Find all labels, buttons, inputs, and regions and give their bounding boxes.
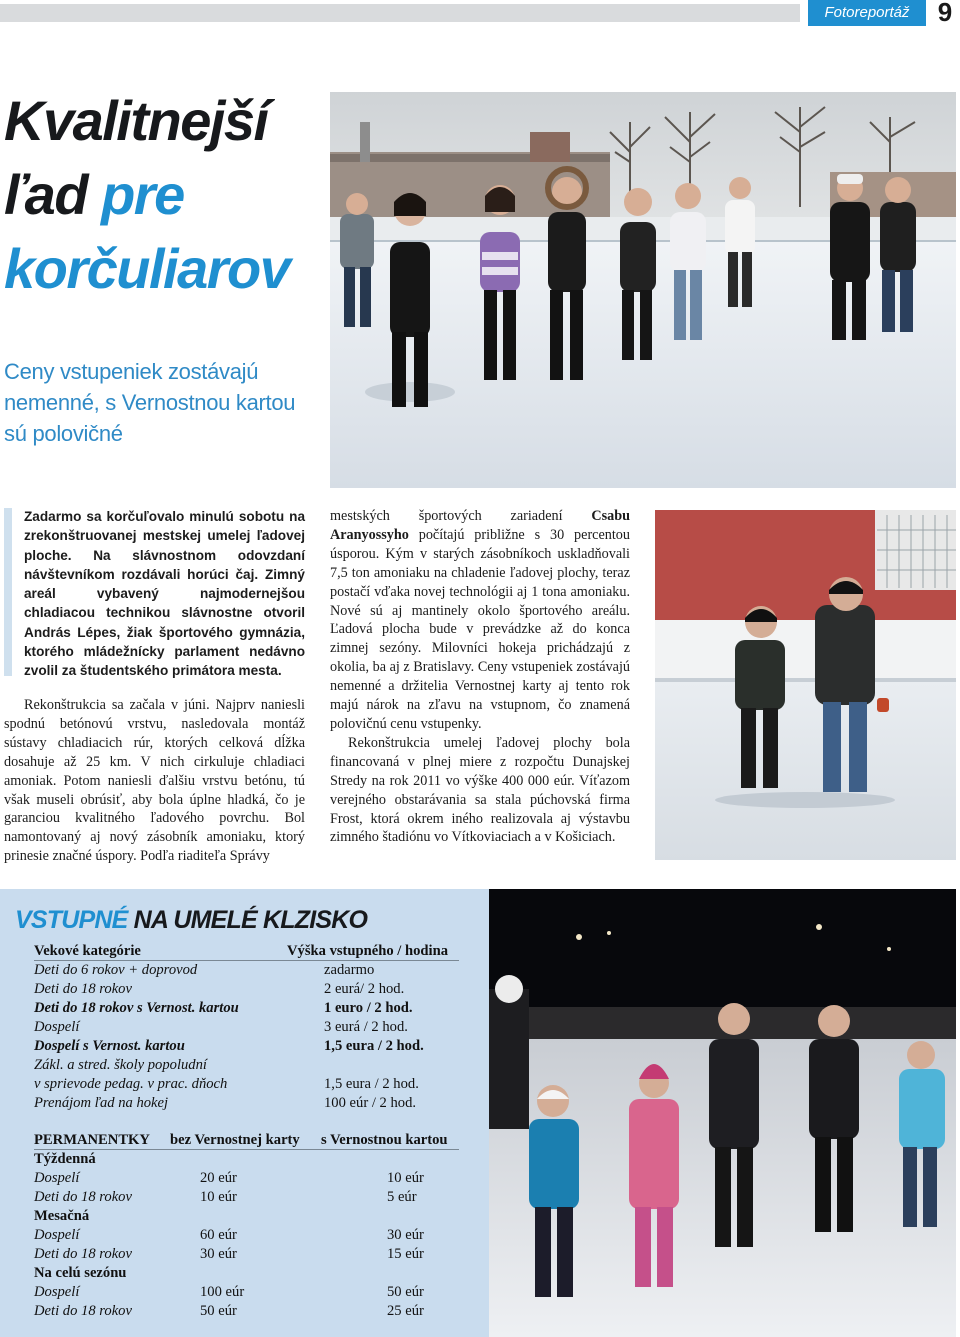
pass-label: Dospelí (34, 1284, 80, 1300)
season-pass-table (34, 1131, 459, 1321)
director-name: Csabu Aranyossyho (330, 508, 630, 543)
article-column-1 (4, 696, 305, 866)
category-price: 3 eurá / 2 hod. (324, 1019, 408, 1035)
article-paragraph-2 (330, 507, 630, 734)
header-passes: PERMANENTKY (34, 1132, 150, 1148)
title-word-lad: ľad (4, 163, 88, 226)
header-age-categories: Vekové kategórie (34, 943, 141, 959)
article-lead: Zadarmo sa korčuľovalo minulú sobotu na zrekonštruovanej mestskej umelej ľadovej ploche. Na slávnostnom odovzdaní návštevníkom rozdávali horúci čaj. Zimný areál vybavený najmodernejšou chladiacou technikou slávnostne otvoril András Lépes, žiak športového gymnázia, ktorého mládežnícky parlament nedávno zvolil za študentského primátora mesta. (24, 509, 305, 679)
category-label: Dospelí (34, 1019, 80, 1035)
paragraph-2-start: mestských športových zariadení (330, 508, 563, 524)
table-row (34, 1283, 459, 1302)
pass-price-with-card: 15 eúr (387, 1246, 424, 1262)
header-with-card: s Vernostnou kartou (321, 1132, 448, 1148)
category-price: 1,5 eura / 2 hod. (324, 1038, 424, 1054)
title-line-3: korčuliarov (4, 237, 290, 300)
photo-night-skating-image (489, 889, 956, 1337)
pass-label: Dospelí (34, 1170, 80, 1186)
category-label: Dospelí s Vernost. kartou (34, 1038, 185, 1054)
pass-price-with-card: 5 eúr (387, 1189, 417, 1205)
table-row (34, 1302, 459, 1321)
table-row (34, 1094, 459, 1113)
article-subtitle: Ceny vstupeniek zostávajú nemenné, s Vernostnou kartou sú polovičné (4, 359, 296, 446)
table-row (34, 1018, 459, 1037)
pass-label: Deti do 18 rokov (34, 1303, 132, 1319)
pass-group-title (34, 1150, 459, 1169)
table-row (34, 1075, 459, 1094)
pass-group-title (34, 1264, 459, 1283)
table-row (34, 1245, 459, 1264)
table-row (34, 961, 459, 980)
pass-group-title (34, 1207, 459, 1226)
category-label: Prenájom ľad na hokej (34, 1095, 169, 1111)
photo-skaters-rink (330, 92, 956, 488)
paragraph-2-rest: počítajú približne s 30 percentou úsporou. Kým v starých zásobníkoch uskladňovali 7,5 ton amoniaku na chladenie ľadovej plochy, teraz postačí vďaka novej technológii aj 1 tona amoniaku. Nové sú aj mantinely okolo športového areálu. Ľadová plocha bude v prevádzke až do konca zimnej sezóny. Milovníci hokeja prichádzajú z okolia, ba aj z Bratislavy. Ceny vstupeniek zostávajú nemenné a držitelia Vernostnej karty aj tento rok majú nárok na zľavu na vstupnom, čo znamená polovičnú cenu vstupenky. (330, 526, 630, 732)
admission-title-word: VSTUPNÉ (15, 906, 128, 934)
pass-price-without-card: 30 eúr (200, 1246, 237, 1262)
category-label: Zákl. a stred. školy popoludní (34, 1057, 207, 1073)
pass-group-weekly: Týždenná (34, 1151, 96, 1167)
table-row (34, 1037, 459, 1056)
pass-price-with-card: 25 eúr (387, 1303, 424, 1319)
page-header (0, 0, 960, 26)
header-rule (0, 4, 800, 22)
pass-price-with-card: 10 eúr (387, 1170, 424, 1186)
category-label: Deti do 6 rokov + doprovod (34, 962, 198, 978)
admission-title (15, 904, 367, 936)
pass-price-without-card: 50 eúr (200, 1303, 237, 1319)
pass-price-with-card: 30 eúr (387, 1227, 424, 1243)
photo-two-kids-skating-image (655, 510, 956, 860)
table-row (34, 1056, 459, 1075)
pass-price-without-card: 10 eúr (200, 1189, 237, 1205)
pass-group-season: Na celú sezónu (34, 1265, 127, 1281)
title-word-pre: pre (101, 163, 184, 226)
table-row (34, 1188, 459, 1207)
category-label: v sprievode pedag. v prac. dňoch (34, 1076, 228, 1092)
table-row (34, 1169, 459, 1188)
admission-title-rest: NA UMELÉ KLZISKO (133, 906, 368, 934)
entry-price-header (34, 942, 459, 961)
header-price-per-hour: Výška vstupného / hodina (287, 943, 449, 959)
pass-group-monthly: Mesačná (34, 1208, 90, 1224)
pass-price-without-card: 100 eúr (200, 1284, 245, 1300)
pass-label: Dospelí (34, 1227, 80, 1243)
header-without-card: bez Vernostnej karty (170, 1132, 300, 1148)
pass-price-with-card: 50 eúr (387, 1284, 424, 1300)
category-price: zadarmo (324, 962, 375, 978)
table-row (34, 1226, 459, 1245)
category-price: 1 euro / 2 hod. (324, 1000, 413, 1016)
photo-skaters-rink-image (330, 92, 956, 488)
pass-label: Deti do 18 rokov (34, 1189, 132, 1205)
category-price: 100 eúr / 2 hod. (324, 1095, 417, 1111)
pass-price-without-card: 60 eúr (200, 1227, 237, 1243)
article-paragraph-1: Rekonštrukcia sa začala v júni. Najprv naniesli spodnú betónovú vrstvu, nasledovala montáž sústavy chladiacich rúr, ktorých celková dĺžka dosahuje až 25 km. V nich cirkuluje chladiaci amoniak. Potom naniesli ďalšiu vrstvu betónu, tú však museli obrúsiť, aby bola úplne hladká, čo je garanciou kvalitného ľadového povrchu. Bol namontovaný aj nový zásobník amoniaku, ktorý prinesie značné úspory. Podľa riaditeľa Správy (4, 697, 305, 865)
table-row (34, 999, 459, 1018)
photo-two-kids-skating (655, 510, 956, 860)
article-paragraph-3: Rekonštrukcia umelej ľadovej plochy bola financovaná v plnej miere z rozpočtu Dunajskej Stredy na rok 2011 vo výške 400 000 eúr. Víťazom verejného obstarávania sa stala púchovská firma Frost, ktorá okrem iného realizovala aj výstavbu zimného štadiónu vo Vítkoviaciach a v Košiciach. (330, 734, 630, 846)
section-label: Fotoreportáž (808, 0, 926, 26)
category-label: Deti do 18 rokov (34, 981, 132, 997)
article-title (4, 84, 324, 306)
title-line-1: Kvalitnejší (4, 89, 268, 152)
category-label: Deti do 18 rokov s Vernost. kartou (34, 1000, 239, 1016)
lead-accent-bar (4, 508, 12, 676)
entry-price-table (34, 942, 459, 1113)
article-column-2 (330, 507, 630, 847)
category-price: 2 eurá/ 2 hod. (324, 981, 405, 997)
season-pass-header (34, 1131, 459, 1150)
table-row (34, 980, 459, 999)
photo-night-skating (489, 889, 956, 1337)
page-number: 9 (937, 0, 953, 27)
pass-label: Deti do 18 rokov (34, 1246, 132, 1262)
category-price: 1,5 eura / 2 hod. (324, 1076, 419, 1092)
pass-price-without-card: 20 eúr (200, 1170, 237, 1186)
